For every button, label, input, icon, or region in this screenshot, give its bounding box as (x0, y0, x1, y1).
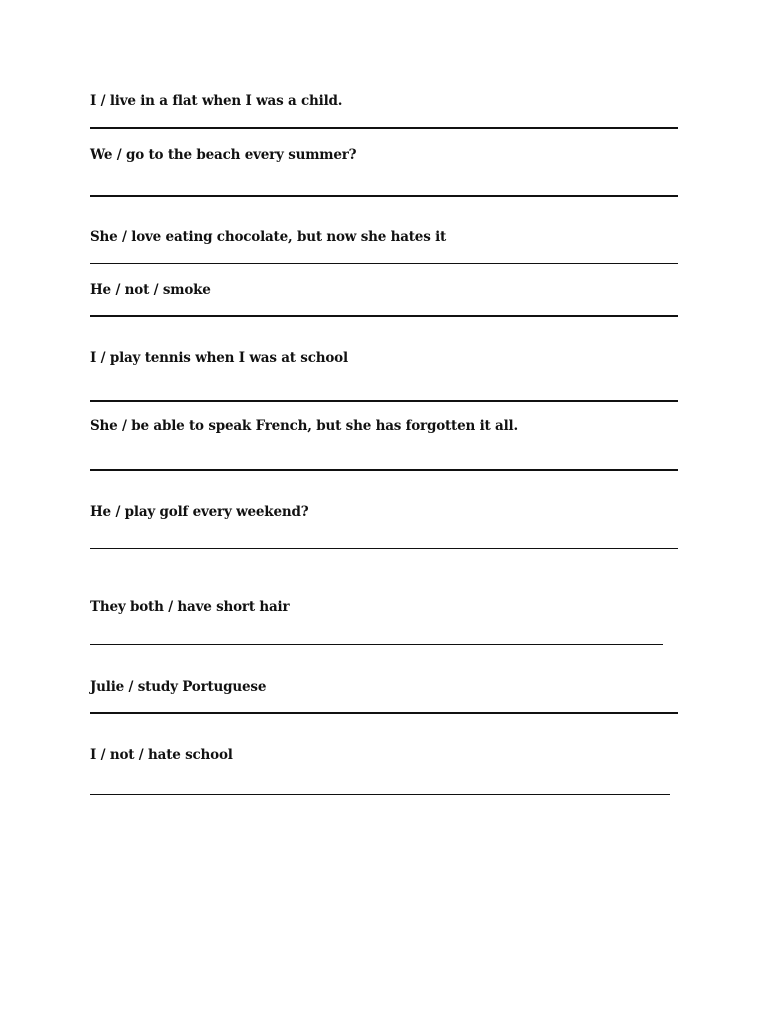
answer-line-3[interactable] (90, 263, 678, 264)
exercise-prompt-2: We / go to the beach every summer? (90, 147, 357, 163)
exercise-prompt-7: He / play golf every weekend? (90, 504, 309, 520)
answer-line-5[interactable] (90, 400, 678, 402)
exercise-prompt-1: I / live in a flat when I was a child. (90, 93, 343, 109)
answer-line-8[interactable] (90, 644, 663, 645)
exercise-prompt-5: I / play tennis when I was at school (90, 350, 348, 366)
answer-line-4[interactable] (90, 315, 678, 317)
exercise-prompt-10: I / not / hate school (90, 747, 233, 763)
exercise-prompt-9: Julie / study Portuguese (90, 679, 267, 695)
exercise-prompt-6: She / be able to speak French, but she has forgotten it all. (90, 418, 518, 434)
answer-line-7[interactable] (90, 548, 678, 549)
answer-line-2[interactable] (90, 195, 678, 197)
answer-line-10[interactable] (90, 794, 670, 795)
answer-line-1[interactable] (90, 127, 678, 129)
exercise-prompt-8: They both / have short hair (90, 599, 290, 615)
answer-line-9[interactable] (90, 712, 678, 714)
exercise-prompt-3: She / love eating chocolate, but now she hates it (90, 229, 447, 245)
answer-line-6[interactable] (90, 469, 678, 471)
exercise-prompt-4: He / not / smoke (90, 282, 211, 298)
